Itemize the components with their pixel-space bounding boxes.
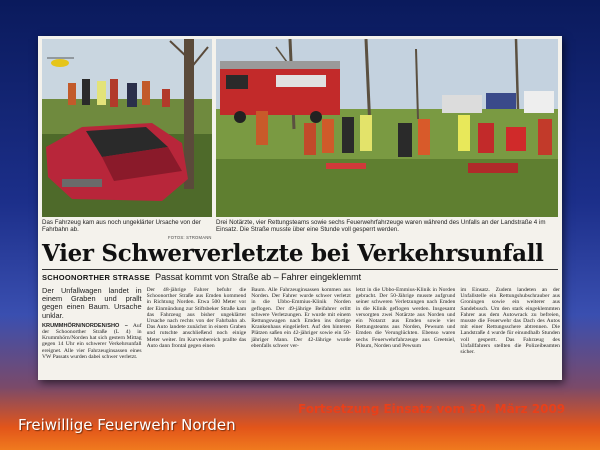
- article-byline: KRUMMHÖRN/NORDEN/SHO –: [42, 322, 128, 329]
- article-subheadline: Passat kommt von Straße ab – Fahrer eingeklemmt: [155, 272, 362, 282]
- photo-crashed-car: [42, 39, 212, 217]
- newspaper-clipping: [38, 36, 562, 380]
- article-column-text: letzt in die Ubbo-Emmius-Klinik in Norden gebracht. Der 50-Jährige musste aufgrund seiner schweren Verletzungen nach Emden in die Klinik geflogen werden. Insgesamt versorgten zwei Notärzte aus Norden und ein Notarzt aus Emden sowie vier Rettungsteams aus Norden, Pewsum und Emden die Verunglückten. Ebenso waren sechs Feuerwehrfahrzeuge aus Greetsiel, Pilsum, Norden und Pewsum: [355, 287, 456, 349]
- article-column-5: [460, 287, 560, 379]
- article-column-3: [251, 287, 351, 379]
- article-headline: Vier Schwerverletzte bei Verkehrsunfall: [42, 240, 544, 267]
- article-lead: Der Unfallwagen landet in einem Graben und prallt gegen einen Baum. Ursache unklar.: [42, 287, 142, 320]
- article-column-2: [147, 287, 247, 379]
- photo-credit: FOTOS: STROMANN: [168, 235, 212, 240]
- article-column-text: Baum. Alle Fahrzeuginsassen kommen aus Norden. Der Fahrer wurde schwer verletzt in die Ubbo-Emmius-Klinik Norden geflogen. Der 49-jährige Beifahrer erlitt schwere Verletzungen. Er wurde mit einem Rettungswagen nach Emden ins dortige Krankenhaus eingeliefert. Auf den hinteren Plätzen saßen ein 42-jähriger sowie ein 50-jähriger Mann. Der 42-Jährige wurde ebenfalls schwer ver-: [251, 287, 351, 349]
- article-column-text: Auf der Schoonorther Straße (L 4) in Krummhörn/Norden hat sich gestern Mittag gegen 14 Uhr ein schwerer Verkehrsunfall ereignet. Alle vier Fahrzeuginsassen eines VW Passats wurden dabei schwer verletzt.: [42, 322, 142, 360]
- article-column-text: Der 48-jährige Fahrer befuhr die Schoonorther Straße aus Emden kommend in Richtung Norden. Etwa 500 Meter vor der Einmündung zur Stiftsbeker Straße kam das Fahrzeug aus bisher ungeklärter Ursache nach rechts von der Fahrbahn ab. Das Auto landete zunächst in einem Graben und rutschte anschließend noch einige Meter weiter. Im Kurvenbereich prallte das Auto dann frontal gegen einen: [146, 287, 247, 349]
- photo-right-caption: Drei Notärzte, vier Rettungsteams sowie sechs Feuerwehrfahrzeuge waren während des Unfalls an der Landstraße 4 im Einsatz. Die Straße musste über eine Stunde voll gesperrt werden.: [216, 219, 546, 234]
- article-column-1: [42, 287, 142, 379]
- article-subline: [42, 269, 558, 286]
- article-body: [42, 287, 560, 379]
- article-kicker: SCHOONORTHER STRASSE: [42, 273, 151, 282]
- article-column-4: [356, 287, 456, 379]
- organization-name: Freiwillige Feuerwehr Norden: [18, 416, 236, 434]
- article-column-text: im Einsatz. Zudem landeten an der Unfallstelle ein Rettungshubschrauber aus Groningen sowie ein weiterer aus Sandebusch. Um den stark eingeklemmten Fahrer aus dem Autowrack zu befreien, musste die Feuerwehr das Dach des Autos mit einer Rettungsschere abtrennen. Die Landstraße 4 wurde für einundhalb Stunden voll gesperrt. Das Fahrzeug des Unfallfahrers stellten die Polizeibeamten sicher.: [460, 287, 560, 356]
- event-subtitle: Fortsetzung Einsatz vom 30. März 2009: [298, 402, 566, 416]
- photo-left-caption: Das Fahrzeug kam aus noch ungeklärter Ursache von der Fahrbahn ab.: [42, 219, 201, 234]
- photo-rescue-scene: [216, 39, 558, 217]
